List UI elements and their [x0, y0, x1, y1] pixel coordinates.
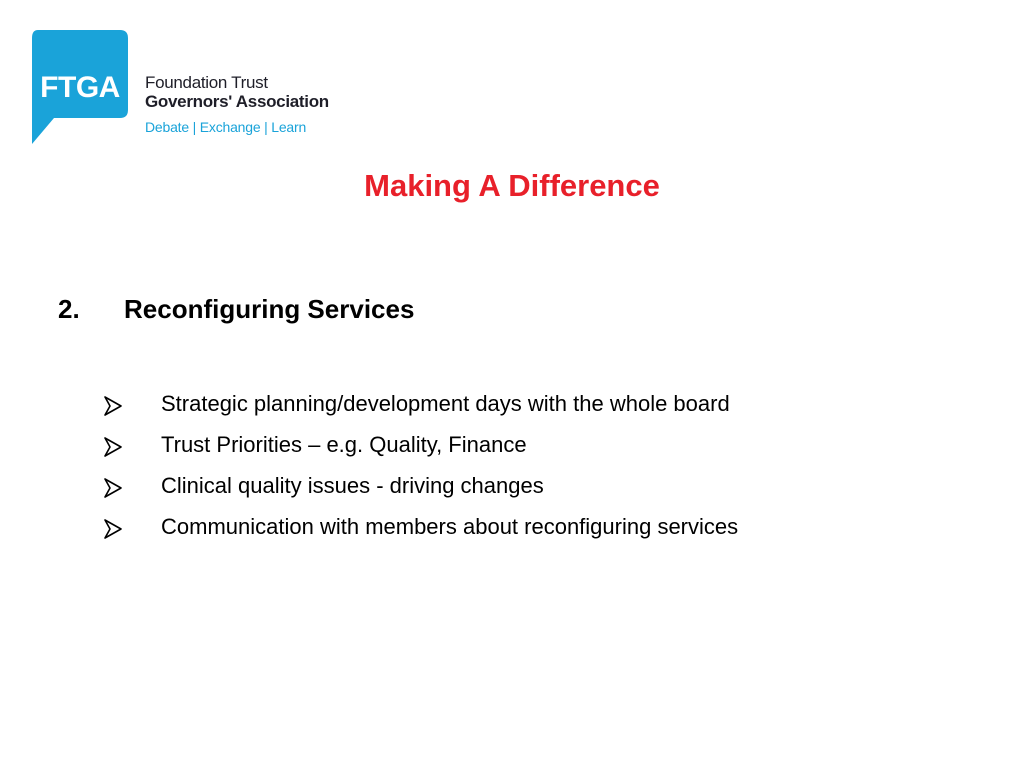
logo-name-line1: Foundation Trust	[145, 73, 268, 92]
bullet-text: Strategic planning/development days with the whole board	[161, 391, 730, 416]
arrow-bullet-icon	[104, 475, 122, 495]
bullet-text: Communication with members about reconfiguring services	[161, 514, 739, 539]
section-heading-text: Reconfiguring Services	[124, 294, 415, 324]
arrow-bullet-icon	[104, 434, 122, 454]
ftga-logo	[30, 30, 350, 150]
logo-acronym: FTGA	[40, 71, 120, 104]
arrow-bullet-icon	[104, 516, 122, 536]
logo-tagline: Debate | Exchange | Learn	[145, 119, 307, 135]
section-heading	[58, 294, 414, 325]
logo-organization-name	[145, 73, 329, 111]
logo-name-line2: Governors' Association	[145, 92, 329, 111]
arrow-bullet-icon	[104, 393, 122, 413]
slide-title: Making A Difference	[364, 168, 660, 203]
bullet-text: Trust Priorities – e.g. Quality, Finance	[161, 432, 527, 457]
bullet-text: Clinical quality issues - driving changes	[161, 473, 544, 498]
section-number: 2.	[58, 294, 80, 324]
